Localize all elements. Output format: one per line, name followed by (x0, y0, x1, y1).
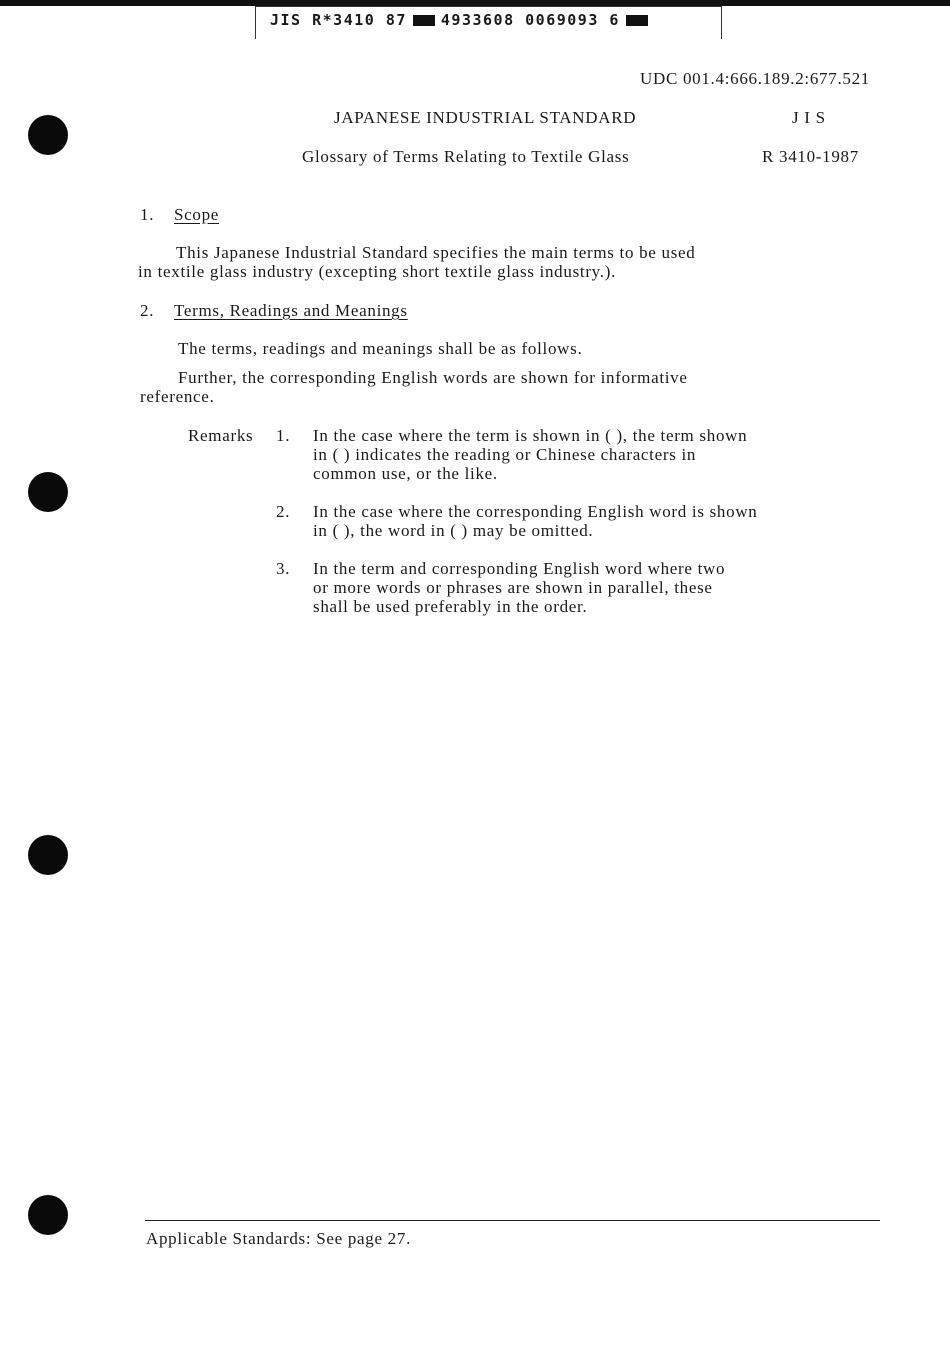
code-prefix: JIS R*3410 87 (270, 11, 407, 29)
footer-rule (145, 1220, 880, 1221)
paragraph-line: reference. (140, 387, 215, 406)
paragraph: The terms, readings and meanings shall be as follows. (178, 339, 583, 358)
jis-label: J I S (792, 108, 826, 127)
scope-line: in textile glass industry (excepting short textile glass industry.). (138, 262, 617, 281)
scope-line: This Japanese Industrial Standard specifies the main terms to be used (176, 243, 696, 262)
standard-number: R 3410-1987 (762, 147, 859, 166)
remark-line: shall be used preferably in the order. (313, 597, 588, 616)
remark-line: In the case where the corresponding English word is shown (313, 502, 758, 521)
remark-line: In the term and corresponding English word where two (313, 559, 726, 578)
remark-line: in ( ) indicates the reading or Chinese characters in (313, 445, 697, 464)
remark-num: 1. (276, 426, 291, 445)
paragraph-line: Further, the corresponding English words are shown for informative (178, 368, 688, 387)
punch-hole (28, 472, 68, 512)
section-2-heading: Terms, Readings and Meanings (174, 301, 408, 320)
punch-hole (28, 1195, 68, 1235)
remark-line: In the case where the term is shown in ( ), the term shown (313, 426, 748, 445)
udc-code: UDC 001.4:666.189.2:677.521 (640, 69, 870, 88)
standard-org: JAPANESE INDUSTRIAL STANDARD (334, 108, 637, 127)
footer-note: Applicable Standards: See page 27. (146, 1229, 412, 1248)
document-title: Glossary of Terms Relating to Textile Glass (302, 147, 630, 166)
remark-line: common use, or the like. (313, 464, 498, 483)
block-mark (626, 15, 648, 26)
section-1-heading: Scope (174, 205, 220, 224)
punch-hole (28, 115, 68, 155)
remark-line: or more words or phrases are shown in parallel, these (313, 578, 713, 597)
punch-hole (28, 835, 68, 875)
remarks-label: Remarks (188, 426, 254, 445)
remark-num: 2. (276, 502, 291, 521)
remark-num: 3. (276, 559, 291, 578)
code-number: 4933608 0069093 6 (440, 11, 620, 29)
block-mark (413, 15, 435, 26)
header-code (270, 11, 654, 29)
section-2-num: 2. (140, 301, 155, 320)
remark-line: in ( ), the word in ( ) may be omitted. (313, 521, 594, 540)
section-1-num: 1. (140, 205, 155, 224)
